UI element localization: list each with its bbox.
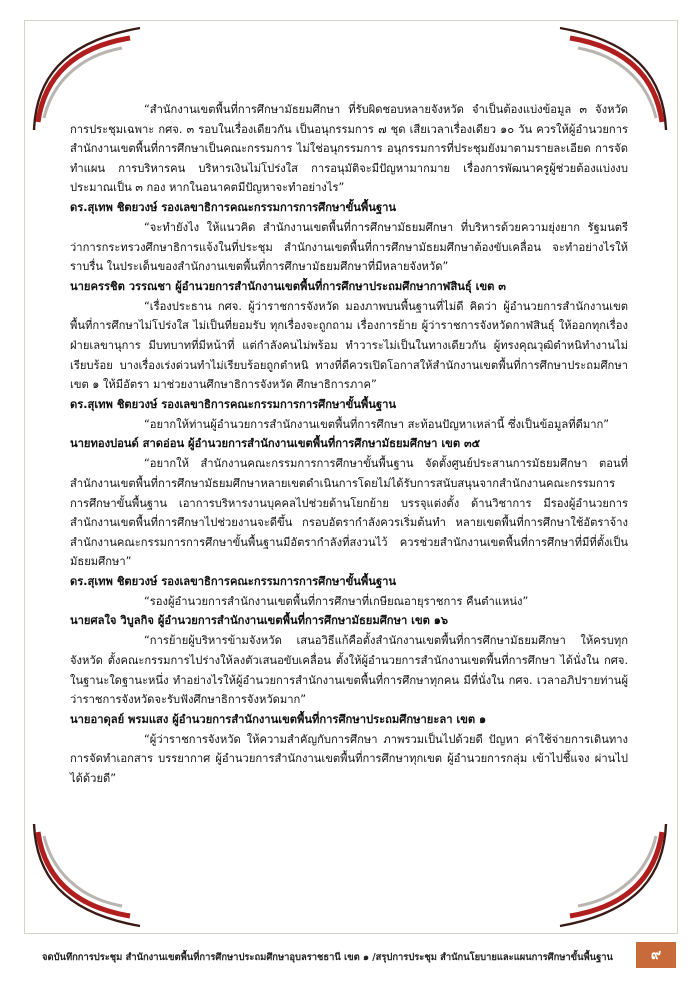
speaker-heading xyxy=(70,611,628,631)
quote-paragraph xyxy=(70,218,628,277)
page-number-badge: ๙ xyxy=(636,942,676,968)
quote-paragraph xyxy=(70,297,628,395)
paragraph-text: “สำนักงานเขตพื้นที่การศึกษามัธยมศึกษา ที่รับผิดชอบหลายจังหวัด จำเป็นต้องแบ่งข้อมูล ๓ จังหวัด การประชุมเฉพาะ กศจ. ๓ รอบในเรื่องเดียวกัน เป็นอนุกรรมการ ๗ ชุด เสียเวลาเรื่องเดียว ๑๐ วัน ควรให้ผู้อำนวยการสำนักงานเขตพื้นที่การศึกษาเป็นคณะกรรมการ ไม่ใช่อนุกรรมการ อนุกรรมการที่ประชุมยังมาตามรายละเอียด การจัดทำแผน การบริหารคน บริหารเงินไม่โปร่งใส การอนุมัติจะมีปัญหามากมาย เรื่องการพัฒนาครูผู้ช่วยต้องแบ่งงบประมาณเป็น ๓ กอง หากในอนาคตมีปัญหาจะทำอย่างไร” xyxy=(70,103,628,195)
speaker-name: ดร.สุเทพ ชิตยวงษ์ รองเลขาธิการคณะกรรมการการศึกษาขั้นพื้นฐาน xyxy=(70,200,397,214)
speaker-name: นายครรชิต วรรณชา ผู้อำนวยการสำนักงานเขตพื้นที่การศึกษาประถมศึกษากาฬสินธุ์ เขต ๓ xyxy=(70,279,506,293)
speaker-heading xyxy=(70,434,628,454)
quote-paragraph xyxy=(70,592,628,612)
paragraph-text: “จะทำยังไง ให้แนวคิด สำนักงานเขตพื้นที่การศึกษามัธยมศึกษา ที่บริหารด้วยความยุ่งยาก รัฐมนตรีว่าการกระทรวงศึกษาธิการแจ้งในที่ประชุม สำนักงานเขตพื้นที่การศึกษามัธยมศึกษาต้องขับเคลื่อน จะทำอย่างไรให้ราบรื่น ในประเด็นของสำนักงานเขตพื้นที่การศึกษามัธยมศึกษาที่มีหลายจังหวัด” xyxy=(70,220,628,274)
paragraph-text: “ผู้ว่าราชการจังหวัด ให้ความสำคัญกับการศึกษา ภาพรวมเป็นไปด้วยดี ปัญหา ค่าใช้จ่ายการเดินทาง การจัดทำเอกสาร บรรยากาศ ผู้อำนวยการสำนักงานเขตพื้นที่การศึกษาทุกเขต ผู้อำนวยการกลุ่ม เข้าไปชี้แจง ผ่านไปได้ด้วยดี” xyxy=(70,732,628,786)
speaker-heading xyxy=(70,710,628,730)
quote-paragraph xyxy=(70,631,628,709)
quote-paragraph xyxy=(70,730,628,789)
speaker-name: นายทองปอนด์ สาดอ่อน ผู้อำนวยการสำนักงานเขตพื้นที่การศึกษามัธยมศึกษา เขต ๓๕ xyxy=(70,437,481,451)
quote-paragraph xyxy=(70,415,628,435)
speaker-heading xyxy=(70,198,628,218)
paragraph-text: “รองผู้อำนวยการสำนักงานเขตพื้นที่การศึกษาที่เกษียณอายุราชการ คืนตำแหน่ง” xyxy=(144,594,529,608)
paragraph-text: “เรื่องประธาน กศจ. ผู้ว่าราชการจังหวัด มองภาพบนพื้นฐานที่ไม่ดี คิดว่า ผู้อำนวยการสำนักงานเขตพื้นที่การศึกษาไม่โปร่งใส ไม่เป็นที่ยอมรับ ทุกเรื่องจะถูกถาม เรื่องการย้าย ผู้ว่าราชการจังหวัดกาฬสินธุ์ ให้ออกทุกเรื่อง ฝ่ายเลขานุการ มีบทบาทที่มีหน้าที่ แต่กำลังคนไม่พร้อม ทำวาระไม่เป็นในทางเดียวกัน ผู้ทรงคุณวุฒิตำหนิทำงานไม่เรียบร้อย บางเรื่องเร่งด่วนทำไม่เรียบร้อยถูกตำหนิ ทางที่ดีควรเปิดโอกาสให้สำนักงานเขตพื้นที่การศึกษาประถมศึกษา เขต ๑ ให้มีอัตรา มาช่วยงานศึกษาธิการจังหวัด ศึกษาธิการภาค” xyxy=(70,299,628,392)
speaker-heading xyxy=(70,572,628,592)
document-body xyxy=(70,100,628,789)
speaker-heading xyxy=(70,277,628,297)
paragraph-text: “การย้ายผู้บริหารข้ามจังหวัด เสนอวิธีแก้คือตั้งสำนักงานเขตพื้นที่การศึกษามัธยมศึกษา ให้ครบทุกจังหวัด ตั้งคณะกรรมการไปร่างให้ลงตัวเสนอขับเคลื่อน ตั้งให้ผู้อำนวยการสำนักงานเขตพื้นที่การศึกษา ได้นั่งใน กศจ. ในฐานะใดฐานะหนึ่ง ทำอย่างไรให้ผู้อำนวยการสำนักงานเขตพื้นที่การศึกษาทุกคน มีที่นั่งใน กศจ. เวลาอภิปรายท่านผู้ว่าราชการจังหวัดจะรับฟังศึกษาธิการจังหวัดมาก” xyxy=(70,634,628,707)
speaker-name: ดร.สุเทพ ชิตยวงษ์ รองเลขาธิการคณะกรรมการการศึกษาขั้นพื้นฐาน xyxy=(70,574,397,588)
speaker-name: นายศลใจ วิบูลกิจ ผู้อำนวยการสำนักงานเขตพื้นที่การศึกษามัธยมศึกษา เขต ๑๖ xyxy=(70,614,448,628)
paragraph-text: “อยากให้ท่านผู้อำนวยการสำนักงานเขตพื้นที่การศึกษา สะท้อนปัญหาเหล่านี้ ซึ่งเป็นข้อมูลที่ดีมาก” xyxy=(144,417,610,431)
page-footer: จดบันทึกการประชุม สำนักงานเขตพื้นที่การศึกษาประถมศึกษาอุบลราชธานี เขต ๑ /สรุปการประชุม สำนักนโยบายและแผนการศึกษาขั้นพื้นฐาน xyxy=(42,952,613,963)
speaker-name: ดร.สุเทพ ชิตยวงษ์ รองเลขาธิการคณะกรรมการการศึกษาขั้นพื้นฐาน xyxy=(70,397,397,411)
paragraph-text: “อยากให้ สำนักงานคณะกรรมการการศึกษาขั้นพื้นฐาน จัดตั้งศูนย์ประสานการมัธยมศึกษา ตอนที่สำนักงานเขตพื้นที่การศึกษามัธยมศึกษาหลายเขตดำเนินการโดยไม่ได้รับการสนับสนุนจากสำนักงานคณะกรรมการการศึกษาขั้นพื้นฐาน เอาการบริหารงานบุคคลไปช่วยด้านโยกย้าย บรรจุแต่งตั้ง ด้านวิชาการ มีรองผู้อำนวยการสำนักงานเขตพื้นที่การศึกษาไปช่วยงานจะดีขึ้น กรอบอัตรากำลังควรเริ่มต้นทำ หลายเขตพื้นที่การศึกษาใช้อัตราจ้างสำนักงานคณะกรรมการการศึกษาขั้นพื้นฐานมีอัตรากำลังที่สงวนไว้ ควรช่วยสำนักงานเขตพื้นที่การศึกษาที่มีที่ตั้งเป็นมัธยมศึกษา” xyxy=(70,457,628,569)
speaker-name: นายอาดุลย์ พรมแสง ผู้อำนวยการสำนักงานเขตพื้นที่การศึกษาประถมศึกษายะลา เขต ๑ xyxy=(70,712,487,726)
speaker-heading xyxy=(70,395,628,415)
quote-paragraph xyxy=(70,454,628,572)
quote-paragraph xyxy=(70,100,628,198)
